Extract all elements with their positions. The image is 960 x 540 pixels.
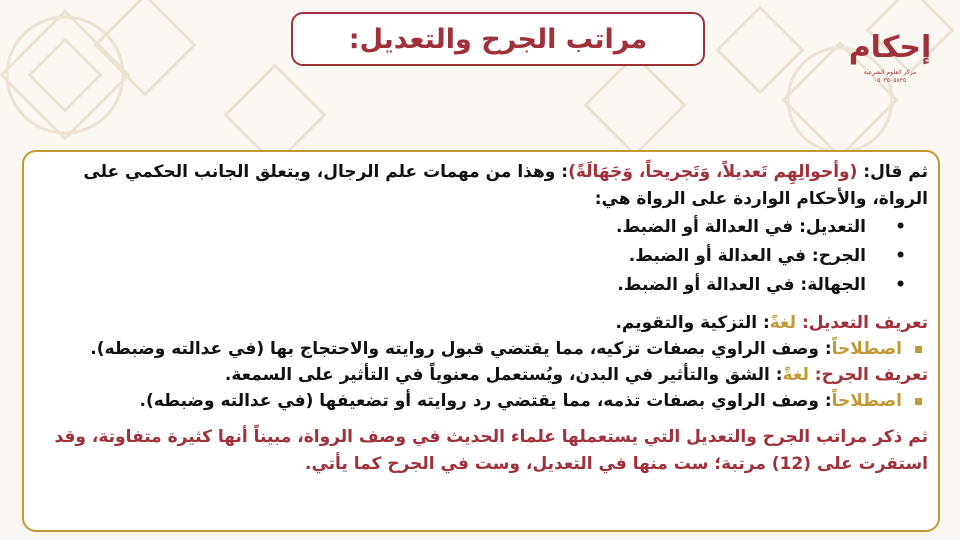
intro-quote: (وأحوالِهِم تَعديلاً، وَتَجريحاً، وَجَهَالَةً): [568, 162, 858, 182]
title-box: [291, 12, 705, 66]
square-bullet-icon: [915, 398, 922, 405]
taadil-lugha-label: لغةً: [769, 313, 802, 333]
jarh-istilah: [36, 388, 928, 414]
intro-text: : وهذا من مهمات علم الرجال، ويتعلق الجانب الحكمي على الرواة، والأحكام الواردة على الرواة هي:: [83, 162, 928, 209]
logo: [848, 28, 932, 92]
content-box: [22, 150, 940, 532]
logo-mark: إحكام: [848, 30, 932, 65]
taadil-istilah-text: : وصف الراوي بصفات تزكيه، مما يقتضي قبول روايته والاحتجاج بها (في عدالته وضبطه).: [90, 339, 832, 359]
taadil-lugha-text: : التزكية والتقويم.: [615, 313, 770, 333]
logo-subtitle: مركز العلوم الشرعية: [863, 69, 917, 76]
jarh-lugha-text: : الشق والتأثير في البدن، ويُستعمل معنوياً في التأثير على السمعة.: [224, 365, 783, 385]
taadil-istilah: [36, 336, 928, 362]
closing-paragraph: ثم ذكر مراتب الجرح والتعديل التي يستعملها علماء الحديث في وصف الرواة، مبيناً أنها كثيرة متفاوتة، وقد استقرت على (12) مرتبة؛ ست منها في التعديل، وست في الجرح كما يأتي.: [54, 427, 928, 474]
taadil-label: تعريف التعديل:: [801, 313, 928, 333]
taadil-definition: [36, 310, 928, 336]
jarh-istilah-label: اصطلاحاً: [831, 391, 902, 411]
list-item: • الجرح: في العدالة أو الضبط.: [36, 242, 906, 271]
intro-lead: ثم قال:: [857, 162, 928, 182]
jarh-istilah-text: : وصف الراوي بصفات تذمه، مما يقتضي رد روايته أو تضعيفها (في عدالته وضبطه).: [139, 391, 832, 411]
page-title: مراتب الجرح والتعديل:: [348, 23, 648, 55]
list-item: • الجهالة: في العدالة أو الضبط.: [36, 271, 906, 300]
taadil-istilah-label: اصطلاحاً: [831, 339, 902, 359]
logo-phone: ٠٥٠٣٥٠٥٨٣٥: [873, 77, 907, 84]
intro-paragraph: [36, 159, 928, 213]
square-bullet-icon: [915, 346, 922, 353]
jarh-definition: [36, 362, 928, 388]
jarh-lugha-label: لغةً: [782, 365, 815, 385]
jarh-label: تعريف الجرح:: [814, 365, 928, 385]
rulings-list: [36, 213, 928, 300]
list-item: • التعديل: في العدالة أو الضبط.: [36, 213, 906, 242]
